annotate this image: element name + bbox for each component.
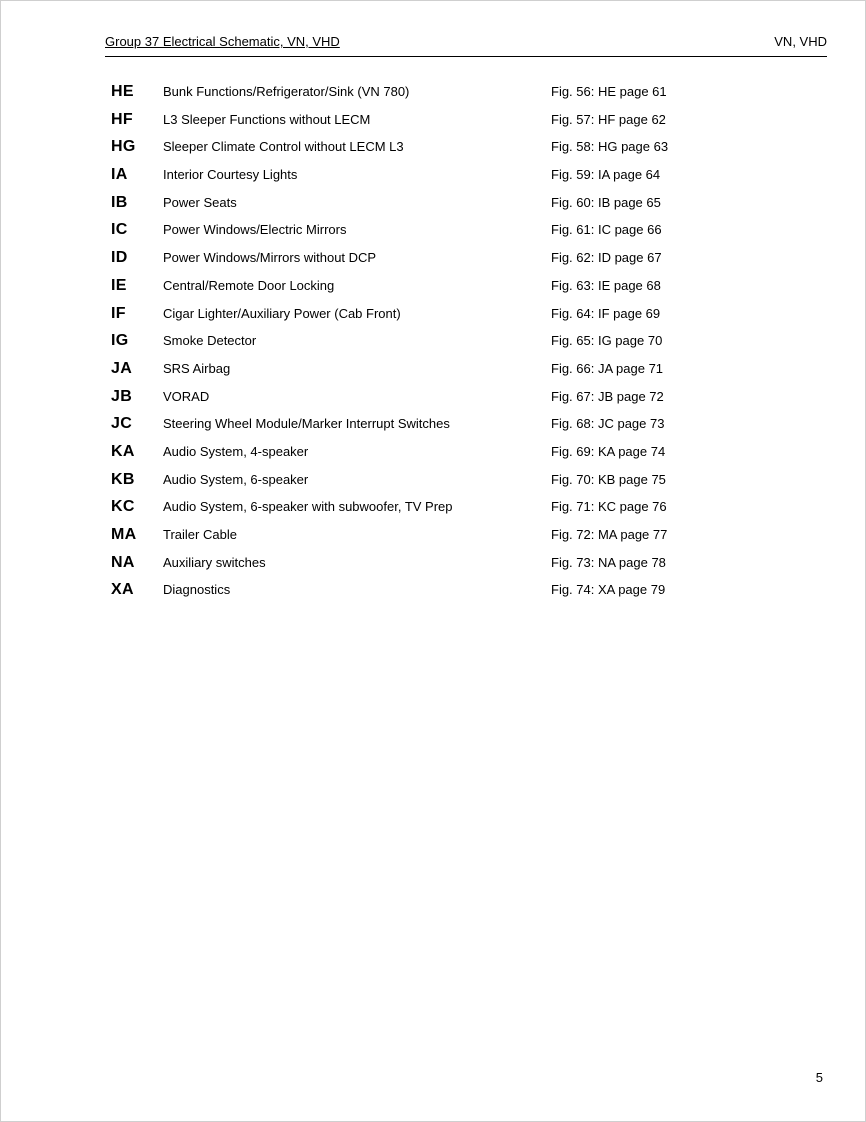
section-description: Audio System, 6-speaker [163, 471, 309, 487]
toc-row [111, 194, 827, 222]
section-code: IC [111, 221, 128, 239]
section-code: JB [111, 387, 133, 405]
section-code: KB [111, 470, 135, 488]
section-code: JC [111, 415, 133, 433]
section-description: Smoke Detector [163, 333, 257, 349]
figure-reference: Fig. 64: IF page 69 [551, 305, 661, 321]
toc-row [111, 360, 827, 388]
section-description: Interior Courtesy Lights [163, 167, 298, 183]
section-code: IE [111, 276, 127, 294]
figure-reference: Fig. 58: HG page 63 [551, 139, 669, 155]
section-code: MA [111, 526, 137, 543]
section-description: Audio System, 4-speaker [163, 443, 309, 459]
figure-reference: Fig. 66: JA page 71 [551, 360, 664, 376]
figure-reference: Fig. 57: HF page 62 [551, 111, 666, 127]
toc-row [111, 498, 827, 526]
figure-reference: Fig. 74: XA page 79 [551, 582, 666, 598]
section-description: Diagnostics [163, 582, 231, 598]
section-code: NA [111, 553, 135, 571]
section-code: JA [111, 359, 133, 377]
figure-reference: Fig. 73: NA page 78 [551, 554, 666, 570]
section-description: L3 Sleeper Functions without LECM [163, 111, 371, 127]
section-description: Central/Remote Door Locking [163, 277, 335, 293]
toc-row [111, 138, 827, 166]
toc-row [111, 166, 827, 194]
toc-row [111, 83, 827, 111]
section-code: KA [111, 442, 135, 460]
figure-reference: Fig. 61: IC page 66 [551, 222, 662, 238]
figure-reference: Fig. 67: JB page 72 [551, 388, 664, 404]
section-code: ID [111, 249, 128, 267]
figure-reference: Fig. 70: KB page 75 [551, 471, 666, 487]
page-number: 5 [815, 1070, 823, 1085]
section-description: Power Seats [163, 194, 237, 210]
toc-row [111, 415, 827, 443]
figure-reference: Fig. 63: IE page 68 [551, 277, 661, 293]
toc-row [111, 554, 827, 582]
toc-row [111, 111, 827, 139]
section-description: Sleeper Climate Control without LECM L3 [163, 139, 404, 155]
toc-row [111, 471, 827, 499]
figure-reference: Fig. 56: HE page 61 [551, 84, 667, 99]
section-code: IG [111, 332, 129, 350]
section-description: Trailer Cable [163, 527, 237, 542]
figure-reference: Fig. 69: KA page 74 [551, 443, 666, 459]
toc-row [111, 388, 827, 416]
section-code: HG [111, 138, 136, 156]
header-model-label: VN, VHD [774, 34, 827, 49]
figure-reference: Fig. 60: IB page 65 [551, 194, 661, 210]
figure-reference: Fig. 62: ID page 67 [551, 250, 662, 266]
section-description: VORAD [163, 388, 210, 404]
section-code: IA [111, 166, 128, 184]
section-code: IF [111, 304, 126, 322]
section-description: Power Windows/Electric Mirrors [163, 222, 347, 238]
section-code: HF [111, 110, 133, 128]
section-description: Auxiliary switches [163, 554, 266, 570]
section-code: XA [111, 581, 134, 599]
figure-reference: Fig. 68: JC page 73 [551, 416, 665, 432]
toc-row [111, 332, 827, 360]
toc-row [111, 443, 827, 471]
section-description: Power Windows/Mirrors without DCP [163, 250, 377, 266]
page-header [105, 34, 827, 57]
toc-row [111, 581, 827, 609]
toc-row [111, 249, 827, 277]
figure-reference: Fig. 72: MA page 77 [551, 527, 668, 542]
toc-row [111, 277, 827, 305]
header-title: Group 37 Electrical Schematic, VN, VHD [105, 34, 340, 49]
section-description: Audio System, 6-speaker with subwoofer, TV Prep [163, 499, 453, 515]
figure-reference: Fig. 71: KC page 76 [551, 499, 667, 515]
section-description: SRS Airbag [163, 360, 231, 376]
section-description: Cigar Lighter/Auxiliary Power (Cab Front) [163, 305, 401, 321]
section-description: Bunk Functions/Refrigerator/Sink (VN 780) [163, 84, 410, 99]
section-code: HE [111, 83, 134, 100]
figure-reference: Fig. 59: IA page 64 [551, 167, 661, 183]
toc-row [111, 526, 827, 554]
figure-reference: Fig. 65: IG page 70 [551, 333, 663, 349]
section-code: IB [111, 193, 128, 211]
toc-row [111, 221, 827, 249]
toc-list [111, 83, 827, 609]
toc-row [111, 305, 827, 333]
section-description: Steering Wheel Module/Marker Interrupt Switches [163, 416, 450, 432]
section-code: KC [111, 498, 135, 516]
